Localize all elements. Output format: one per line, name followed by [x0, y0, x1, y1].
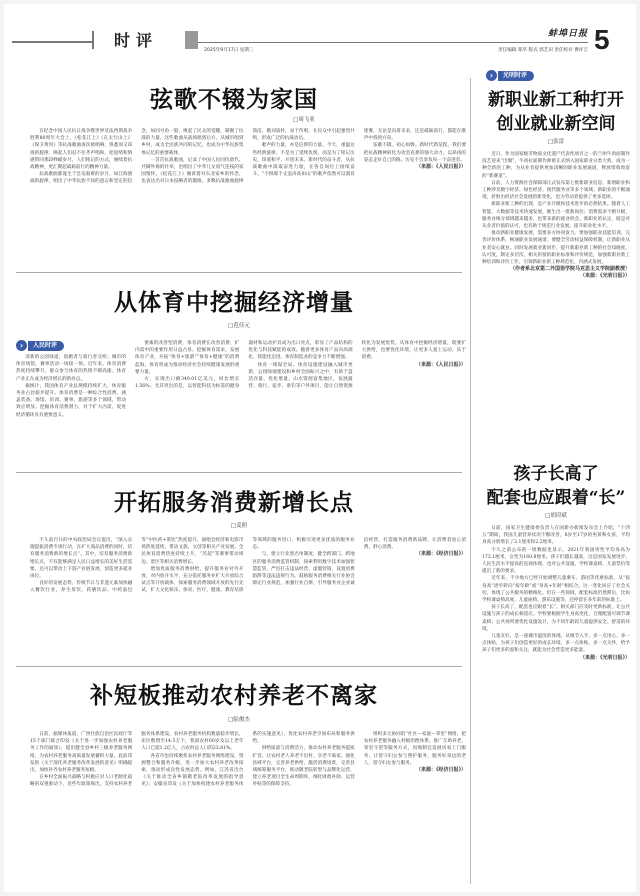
title-line: 新职业新工种打开	[488, 90, 624, 110]
commentary-badge	[16, 340, 64, 351]
article-source: （来源：《人民日报》）	[415, 164, 466, 171]
paragraph: 日前，国家卫生健康委负责人在国新办新闻发布会上介绍，“十四五”期间，我国儿童营养状况不断改善，6岁至17岁的男孩和女孩，平均身高分别增长了2.1厘米和2.2厘米。	[482, 526, 630, 546]
paragraph: 一首首抗战歌曲，记录了中国人民同仇敌忾、共御外侮的壮举，也唱出了中华儿女同气连枝的家国情怀。《松花江上》倾诉着对东北家乡的怀念，也表达出对日本侵略者的激愤。多数抗战歌曲旋律简洁、歌词质朴，易于传唱，在民众中引起强烈共鸣，形成广泛的抗战动员。	[141, 129, 355, 185]
article-byline: □姜照	[230, 523, 248, 529]
editor-credits: 责任编辑 郑华 版式 郭艺田 责任校对 曹祥吉	[498, 48, 588, 53]
paragraph: 组织多元协同的“社区—家庭—邻里”网络，把农村养老服务融入村级治理体系，推广互助养老、邻里守望等服务方式，因地制宜发展居家上门服务，让留守妇女参与照护服务，服务好身边的老人，留守妇女参与服务。	[363, 732, 466, 766]
article-body	[30, 128, 466, 270]
issue-date: 2025年9月17日 星期三	[204, 48, 254, 53]
article-title: 补短板推动农村养老不离家	[90, 682, 378, 709]
title-line: 配套也应跟着“长”	[486, 488, 626, 508]
article-separator	[16, 666, 462, 667]
article-title: 开拓服务消费新增长点	[114, 489, 354, 516]
paragraph: 推动新职业健康发展，需要多方协同发力。要加强职业技能培训，完善评价体系，畅通职业发展通道；要健全劳动权益保障机制，让新职业从业者安心就业。同时发展就业新同步，提升新职业新工种的社会知晓度、认可度，制定多层次、相关衔接的职业标准和评价规范，加强新职业新工种培训和评价工作，引领新职业新工种规范化、内涵式发展。	[482, 231, 630, 266]
paragraph: 新职业新工种的出现，是产业升级和技术进步的必然结果。随着人工智能、大数据等技术快速发展，催生出一批新岗位；消费需求不断升级，服务业细分领域越来越多，也带来新的就业机会。新职业的认定，既是对从业者价值的认可，也有助于规范行业发展、提升职业化水平。	[482, 202, 630, 230]
article-body	[30, 537, 466, 657]
article-source: （来源：《光明日报》）	[579, 654, 630, 661]
paragraph: 近日，作为国家级非物质文化遗产代表性项目之一的兰州牛肉面制作技艺迎来“出圈”，牛肉拉面制作师被正式纳入国家职业分类大典，成为一种全新的工种，为从业者提供更加清晰的职业发展通道，释放增收致富的“新赛道”。	[482, 152, 630, 179]
paragraph: 方，实现出口额349.01亿美元，同比增长1.56%。尤其突出的是，以智能科技为标签的健身器材和运动护具成为出口亮点，彰显了产品结构的优化与科技赋能的成效。随着更多体育产品向高端化、智能化迈进，体育制造业的竞争力不断增强。	[135, 341, 353, 390]
newspaper-page	[4, 4, 636, 892]
article-source: （来源：《光明日报》）	[579, 273, 630, 280]
article-separator	[16, 472, 462, 473]
masthead-logo: 蚌埠日报	[548, 29, 589, 39]
paragraph: 良好的发展态势，传统节日与非遗元素加快融入餐饮行业，养生茶饮、药膳饮品、中药面包等“中医药+茶饮”热度提升，演唱会经济和电影市场热度延续，带动文旅、文创等相关产业发展。全民体育消费热度持续上升，“苏超”等赛事带动周边、景区等相关消费增长。	[30, 538, 244, 594]
article-title	[476, 462, 636, 510]
badge-label: 光明时评	[498, 71, 534, 81]
article-title: 从体育中挖掘经济增量	[114, 289, 354, 316]
article-body	[482, 151, 630, 451]
paragraph: 供给质量与消费活力，推动农村养老服务提质扩容，让农村老人养老不出村、享老不离家。强化县域平台，完善养老供给，激活消费场景，完善县域统筹服务平台，推动敬老院转型与品牌化运营，建立养老项目全生命周期库，细化财政补助、运营补贴等的保障支持。	[252, 746, 355, 788]
header-rule-left	[12, 41, 92, 43]
paragraph: 要素的改善型消费，体育消费在改善消费、扩内需中的重要作用日益凸显。挖掘体育需求，发展体育产业，开拓“体育+旅游”“体育+健康”的消费蓝海，体育将成为推动经济社会持续健康发展的重要力量。	[135, 341, 240, 375]
article-byline: □胡印斌	[545, 513, 567, 519]
author-note: （作者系北京第二外国语学院马克思主义学院副教授）	[509, 266, 630, 273]
section-title: 时评	[114, 31, 159, 50]
column-divider	[470, 78, 471, 884]
title-line: 创业就业新空间	[496, 114, 616, 134]
title-line: 孩子长高了	[513, 464, 599, 484]
article-body	[135, 340, 466, 466]
paragraph: 与，建立行业黑名单制度，健全跨部门、跨地区的服务消费监管机制，探索利用数字技术加强智慧监管，严厉打击违法经营、虚假营销，设置消费陷阱等违法违规行为。鼓励服务消费相关行业协会制定行业规范，加强行业自律，引导服务业企业诚信经营，打造服务消费新品牌，让消费者放心消费、舒心消费。	[252, 538, 466, 587]
article-byline: □范佳元	[228, 323, 250, 329]
article-source: （来源：《人民日报》）	[415, 361, 466, 368]
article-separator	[16, 272, 462, 273]
paragraph: 孩子长高了，配套也应跟着“长”。相关部门应及时更新标准，让公共设施与孩子的成长相适应。学校要根据学生身高变化，合理配置可调节课桌椅；公共场所要优化设施设计，为不同年龄段儿童提供安全、舒适的环境。	[482, 605, 630, 632]
paragraph: 在乡村全面振兴战略与积极应对人口老龄化战略的双重驱动下，近些年政策频出，支持农村养老服务体系建设。农村养老服务机构数量稳步增长，床位数增至14.5万个，我国农村60岁及以上老年人口已超1.2亿人，占农村总人口的23.81%。	[30, 732, 244, 788]
paragraph: 据统计，我国体育产业总规模持续扩大，体育服务业占比稳步提升。体育消费是一种综合性消费，涵盖装备、场馆、培训、赛事、旅游等多个领域，带动效应明显。挖掘体育消费潜力，对于扩大内需、促进经济循环具有重要意义。	[16, 383, 126, 418]
paragraph: 增加优质服务消费供给，提升服务业对外开放，对内放开水平，充分依托服务业扩大开放综合试点等开放载体，探索服务消费领域开放的先行先试，扩大文化娱乐、体育、医疗、健康、教育培训等领域的服务进口，积极引进更多优质的服务业态。	[141, 538, 355, 594]
article-source: （来源：《经济日报》）	[415, 551, 466, 558]
header-rule	[198, 42, 588, 43]
article-title	[476, 88, 636, 136]
article-body	[30, 731, 466, 881]
page-number: 5	[594, 24, 610, 55]
paragraph: 不久之前公布的一组数据也显示，2021年我国男性平均身高为172.1厘米，女性为160.8厘米。孩子们越长越高，这是国家发展进步、人民生活水平提高的直观体现，也对公共设施、学校课桌椅、儿童票价等提出了新的要求。	[482, 547, 630, 575]
chevron-right-icon: ›	[16, 340, 27, 351]
paragraph: 各省市也持续聚焦农村养老服务网络建设，资源整合和服务升级，进一步加大农村养老改革探索，推动形成良性发展态势。例如，江苏省出台《关于推动全省乡镇敬老院改革发展的指导意见》；安徽省印发《关于加快构建农村养老服务体系的实施意见》，优化农村养老空间布局和服务供给。	[141, 732, 355, 788]
header-tick	[92, 31, 94, 49]
badge-label: 人民时评	[28, 341, 64, 351]
article-title: 弦歌不辍为家国	[150, 86, 318, 113]
article-body-col1	[16, 354, 126, 466]
paragraph: 儿童友好，是一座城市温度的体现。从细节入手，多一点用心、多一点体贴，为孩子们创造更好的成长环境，多一点体贴，多一点关怀，给予孩子们更多的爱和关注，就能为社会营造更多能量。	[482, 634, 630, 654]
paragraph: 体育一域谋全局。体育设施建设融入城市更新，公园绿地建设和乡村全面振兴之中，有助于盘活存量、优化增量。山水资源富集地区，发展露营、骑行、徒步、垂钓等户外项目，能让自然资源转化为发展优势。从体育中挖掘经济增量，既要扩大供给，也要优化环境，让更多人爱上运动、乐于消费。	[248, 341, 466, 390]
article-source: （来源：《经济日报》）	[415, 767, 466, 774]
paragraph: 抗战歌曲都诞生于急迫艰难的岁月。如江海汹涌的旋律，唱出了中华民族不屈的意志和坚定的信念，如同号角一般，唤起了民众的觉醒，凝聚了抗战的力量。这些歌曲从战场唱到后方，从城市唱到乡村，成为全民族共同的记忆，也成为中华民族集体记忆的重要载体。	[30, 129, 244, 185]
paragraph: 弦歌不辍，初心如磐。新时代新征程，我们要把抗战精神转化为攻坚克难的强大动力，以昂扬的姿态走好自己的路。历史不会辜负每一个奋进者。	[363, 143, 466, 163]
article-body	[482, 525, 630, 881]
paragraph: 近年来，不少地方已经开始调整儿童乘车、游园等优惠标准，从“按身高”逐步转向“按年龄”或“身高+年龄”相结合。这一变化回应了社会关切，体现了公共服务的精细化。但在一些领域，配套标准仍然滞后，比如学校课桌椅高度、儿童座椅、游乐设施等，还停留在多年前的标准上。	[482, 576, 630, 604]
chevron-right-icon: ›	[486, 70, 497, 81]
paragraph: 歌声的力量，亦是信仰的力量。今天，重温这些经典旋律，不是为了延续仇恨，而是为了铭记历史、珍爱和平、开创未来。新时代的奋斗者，从抗战歌曲中汲取奋进力量，在各自岗位上接续奋斗。“不惧那千丈浪涛高如山”的歌声依然可以润育迷雾，无论是向着未来，还是砥砺前行，都能在歌声中找到方向。	[252, 129, 466, 178]
paragraph: 日前，据媒体报道，广西壮族自治区民政厅等15个部门联合印发《关于进一步加强农村养老服务工作的通知》，提出健全县乡村三级养老服务网络，为农村养老服务高质量发展蓄积力量。此前印发的《关于深化养老服务改革发展的意见》明确提出，加快补齐农村养老服务短板。	[30, 732, 133, 774]
paragraph: 清新的公园绿道，晨跑者与骑行者交织；城市的体育场馆，赛事活动一场接一场。近年来，体育消费热度持续攀升，群众参与体育的热情不断高涨，体育产业正在成为经济增长的新亮点。	[16, 355, 126, 382]
commentary-badge	[486, 70, 534, 81]
paragraph: 在纪念中国人民抗日战争暨世界反法西斯战争胜利80周年大会上，《松花江上》《在太行山上》《保卫黄河》等抗战歌曲再次被唱响，熟悉而又昂扬的旋律，唤起人们忍不住齐声唱和，把思绪和情感带回那段峥嵘岁月，人们铭记的方式，赓续着抗战精神，更汇聚起砥砺前行的精神力量。	[30, 129, 133, 171]
article-byline: □周飞亚	[293, 117, 315, 123]
article-byline: □张雷	[547, 139, 565, 145]
paragraph: 日前，人力资源社会保障部正式发布第七批新职业信息，新增职业和工种涉及数字经济、绿色经济、现代服务业等多个领域。新职业的不断涌现，折射出经济社会发展的新变化，也为劳动者提供了更多选择。	[482, 180, 630, 201]
article-byline: □陆俊杰	[228, 717, 250, 723]
section-block	[185, 31, 198, 49]
paragraph: 不久前召开的中央政治局会议提出，“深入实施提振消费专项行动，在扩大商品消费的同时，培育服务消费新的增长点”。其中，培育服务消费新增长点，不仅能够满足人民日益增长的美好生活需要，还可以带动上下游产业链发展，创造更多就业岗位。	[30, 538, 133, 580]
